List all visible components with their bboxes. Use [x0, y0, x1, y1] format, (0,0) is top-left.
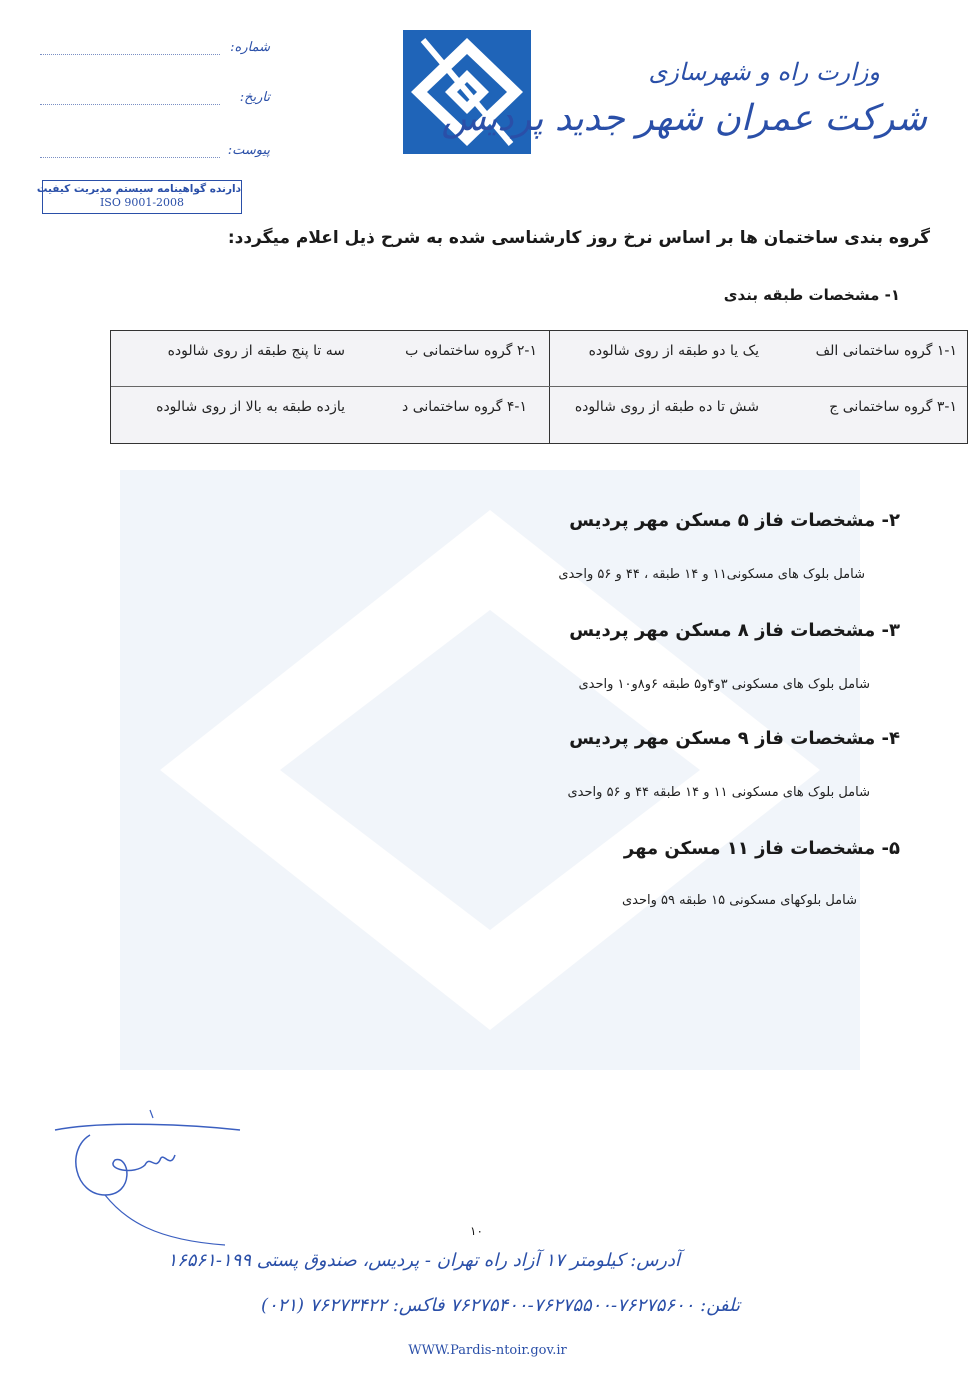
number-field	[40, 40, 270, 64]
date-label: تاریخ:	[239, 90, 270, 105]
certificate-text: دارنده گواهینامه سیستم مدیریت کیفیت	[36, 183, 241, 195]
table-divider-vertical	[549, 331, 550, 443]
section4-title: ۴- مشخصات فاز ۹ مسکن مهر پردیس	[569, 728, 900, 749]
section3-title: ۳- مشخصات فاز ۸ مسکن مهر پردیس	[569, 620, 900, 641]
ministry-name: وزارت راه و شهرسازی	[648, 58, 880, 86]
table-cell-desc: شش تا ده طبقه از روی شالوده	[574, 399, 759, 415]
company-name: شرکت عمران شهر جدید پردیس	[441, 98, 927, 139]
date-field	[40, 90, 270, 114]
table-cell-desc: یازده طبقه به بالا از روی شالوده	[156, 399, 345, 415]
table-cell-desc: یک یا دو طبقه از روی شالوده	[588, 343, 759, 359]
date-line	[40, 104, 220, 105]
footer-address: آدرس: کیلومتر ۱۷ آزاد راه تهران - پردیس، صندوق پستی ۱۹۹-۱۶۵۶۱	[167, 1250, 680, 1271]
section1-title: ۱- مشخصات طبقه بندی	[723, 286, 900, 304]
attachment-line	[40, 157, 220, 158]
iso-text: ISO 9001-2008	[99, 196, 185, 209]
section2-desc: شامل بلوک های مسکونی۱۱ و ۱۴ طبقه ، ۴۴ و ۵۶ واحدی	[558, 567, 865, 582]
section3-desc: شامل بلوک های مسکونی ۳و۴و۵ طبقه ۶و۸و۱۰ واحدی	[578, 677, 870, 692]
number-label: شماره:	[230, 40, 270, 55]
signature-icon	[45, 1100, 245, 1250]
classification-table	[110, 330, 968, 444]
table-cell-group: ۳-۱ گروه ساختمانی ج	[829, 399, 957, 415]
intro-text: گروه بندی ساختمان ها بر اساس نرخ روز کارشناسی شده به شرح ذیل اعلام میگردد:	[227, 228, 930, 248]
table-cell-group: ۴-۱ گروه ساختمانی د	[402, 399, 527, 415]
table-cell-group: ۲-۱ گروه ساختمانی ب	[405, 343, 537, 359]
footer-website: WWW.Pardis-ntoir.gov.ir	[408, 1343, 567, 1358]
footer-phone: تلفن: ۷۶۲۷۵۶۰۰-۷۶۲۷۵۵۰۰-۷۶۲۷۵۴۰۰ فاکس: ۷۶۲۷۳۴۲۲ (۰۲۱)	[260, 1295, 740, 1316]
attachment-label: پیوست:	[227, 143, 270, 158]
table-divider-horizontal	[111, 386, 967, 387]
iso-certificate-box	[36, 180, 242, 214]
section4-desc: شامل بلوک های مسکونی ۱۱ و ۱۴ طبقه ۴۴ و ۵۶ واحدی	[567, 785, 870, 800]
table-cell-desc: سه تا پنج طبقه از روی شالوده	[167, 343, 345, 359]
section5-desc: شامل بلوکهای مسکونی ۱۵ طبقه ۵۹ واحدی	[621, 893, 857, 908]
number-line	[40, 54, 220, 55]
attachment-field	[40, 143, 270, 167]
section5-title: ۵- مشخصات فاز ۱۱ مسکن مهر	[623, 838, 900, 859]
table-cell-group: ۱-۱ گروه ساختمانی الف	[815, 343, 957, 359]
page-number: ۱۰	[470, 1224, 483, 1238]
section2-title: ۲- مشخصات فاز ۵ مسکن مهر پردیس	[569, 510, 900, 531]
watermark-logo	[120, 470, 860, 1070]
